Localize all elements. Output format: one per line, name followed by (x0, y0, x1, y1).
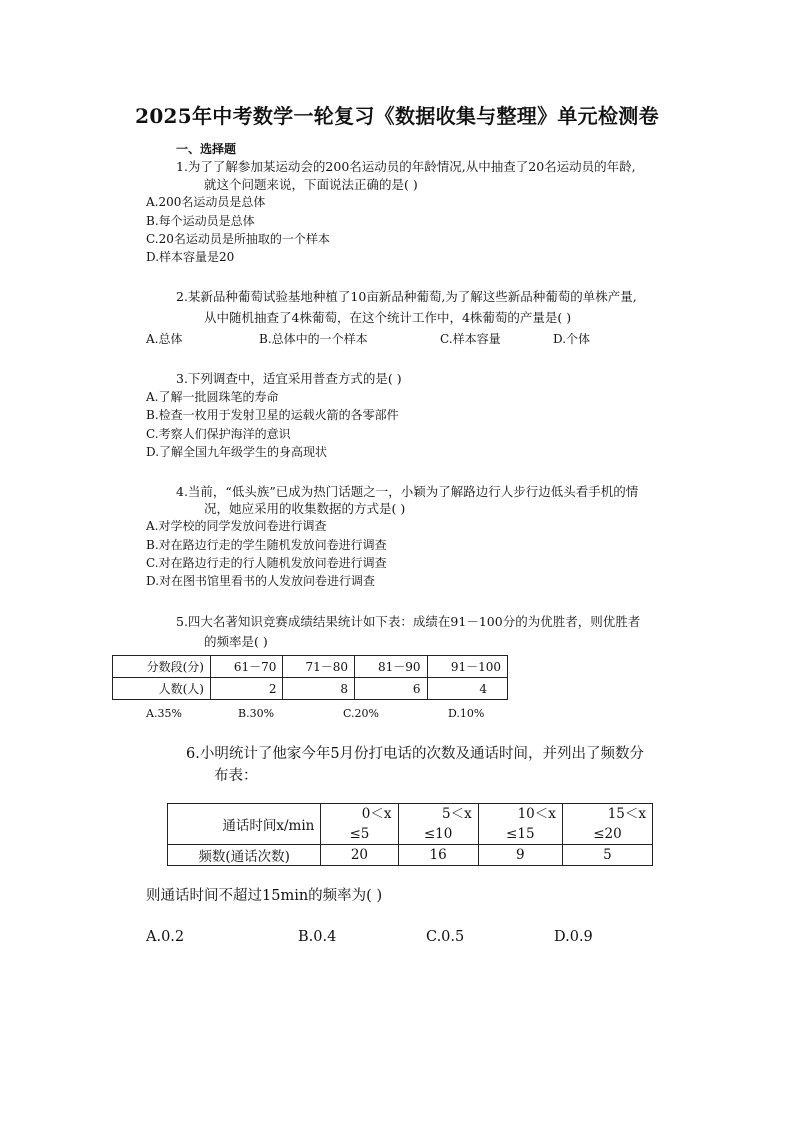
q4-text-line1: 4.当前，“低头族”已成为热门话题之一，小颖为了解路边行人步行边低头看手机的情 (176, 484, 639, 499)
page-title: 2025年中考数学一轮复习《数据收集与整理》单元检测卷 (135, 104, 659, 128)
table-cell: 61－70 (210, 656, 282, 678)
table-cell (478, 804, 562, 845)
q5-option-b: B.30% (238, 707, 275, 720)
q1-option-a: A.200名运动员是总体 (146, 195, 266, 209)
q2-option-c: C.样本容量 (440, 332, 501, 346)
q1-text-line1: 1.为了了解参加某运动会的200名运动员的年龄情况,从中抽查了20名运动员的年龄, (176, 159, 636, 174)
table-cell: 2 (210, 678, 282, 700)
q2-text-line2: 从中随机抽查了4株葡萄，在这个统计工作中，4株葡萄的产量是( ) (204, 310, 572, 325)
table-cell: 分数段(分) (113, 656, 211, 678)
range-bottom: ≤20 (593, 826, 622, 842)
q6-option-c: C.0.5 (426, 929, 465, 945)
q5-option-a: A.35% (146, 707, 182, 720)
table-cell: 4 (427, 678, 507, 700)
table-cell: 频数(通话次数) (168, 845, 321, 866)
q3-option-b: B.检查一枚用于发射卫星的运载火箭的各零部件 (146, 408, 399, 422)
q3-option-a: A.了解一批圆珠笔的寿命 (146, 390, 279, 404)
q4-option-d: D.对在图书馆里看书的人发放问卷进行调查 (146, 574, 376, 588)
range-top: 0＜x (361, 806, 392, 822)
q6-text-line1: 6.小明统计了他家今年5月份打电话的次数及通话时间，并列出了频数分 (186, 746, 645, 762)
range-top: 15＜x (607, 806, 646, 822)
q6-question: 则通话时间不超过15min的频率为( ) (146, 888, 383, 904)
table-cell: 8 (283, 678, 355, 700)
range-bottom: ≤10 (423, 826, 453, 842)
table-cell: 20 (321, 845, 398, 866)
q3-text-line1: 3.下列调查中，适宜采用普查方式的是( ) (176, 371, 402, 386)
q6-text-line2: 布表： (214, 768, 258, 784)
range-bottom: ≤15 (506, 826, 535, 842)
table-cell: 人数(人) (113, 678, 211, 700)
q2-option-b: B.总体中的一个样本 (259, 332, 368, 346)
q6-option-d: D.0.9 (554, 929, 593, 945)
call-time-table (167, 803, 653, 866)
q2-option-a: A.总体 (146, 332, 183, 346)
range-top: 5＜x (442, 806, 472, 822)
table-cell: 9 (478, 845, 562, 866)
q6-option-b: B.0.4 (298, 929, 337, 945)
q5-text-line1: 5.四大名著知识竞赛成绩结果统计如下表：成绩在91－100分的为优胜者，则优胜者 (176, 614, 641, 629)
range-top: 10＜x (517, 806, 556, 822)
table-row (113, 656, 508, 678)
q1-text-line2: 就这个问题来说，下面说法正确的是( ) (204, 177, 418, 192)
table-row (168, 845, 653, 866)
table-cell: 通话时间x/min (168, 804, 321, 845)
q1-option-b: B.每个运动员是总体 (146, 214, 255, 228)
q5-option-d: D.10% (448, 707, 485, 720)
q1-option-c: C.20名运动员是所抽取的一个样本 (146, 232, 330, 246)
q3-option-d: D.了解全国九年级学生的身高现状 (146, 445, 328, 459)
table-cell: 16 (398, 845, 478, 866)
table-cell (562, 804, 652, 845)
q4-option-b: B.对在路边行走的学生随机发放问卷进行调查 (146, 538, 387, 552)
q2-text-line1: 2.某新品种葡萄试验基地种植了10亩新品种葡萄,为了解这些新品种葡萄的单株产量, (176, 289, 637, 304)
table-row (113, 678, 508, 700)
q4-text-line2: 况，她应采用的收集数据的方式是( ) (204, 501, 406, 516)
section-heading: 一、选择题 (176, 142, 237, 156)
table-cell: 71－80 (283, 656, 355, 678)
q6-option-a: A.0.2 (146, 929, 185, 945)
q4-option-a: A.对学校的同学发放问卷进行调查 (146, 519, 327, 533)
q2-option-d: D.个体 (553, 332, 591, 346)
q4-option-c: C.对在路边行走的行人随机发放问卷进行调查 (146, 556, 387, 570)
range-bottom: ≤5 (349, 826, 370, 842)
q5-option-c: C.20% (343, 707, 379, 720)
q3-option-c: C.考察人们保护海洋的意识 (146, 427, 291, 441)
table-cell: 6 (355, 678, 427, 700)
score-table (112, 655, 508, 700)
q5-text-line2: 的频率是( ) (204, 634, 268, 649)
table-row (168, 804, 653, 845)
q1-option-d: D.样本容量是20 (146, 250, 235, 264)
table-cell (321, 804, 398, 845)
table-cell (398, 804, 478, 845)
table-cell: 5 (562, 845, 652, 866)
table-cell: 81－90 (355, 656, 427, 678)
table-cell: 91－100 (427, 656, 507, 678)
